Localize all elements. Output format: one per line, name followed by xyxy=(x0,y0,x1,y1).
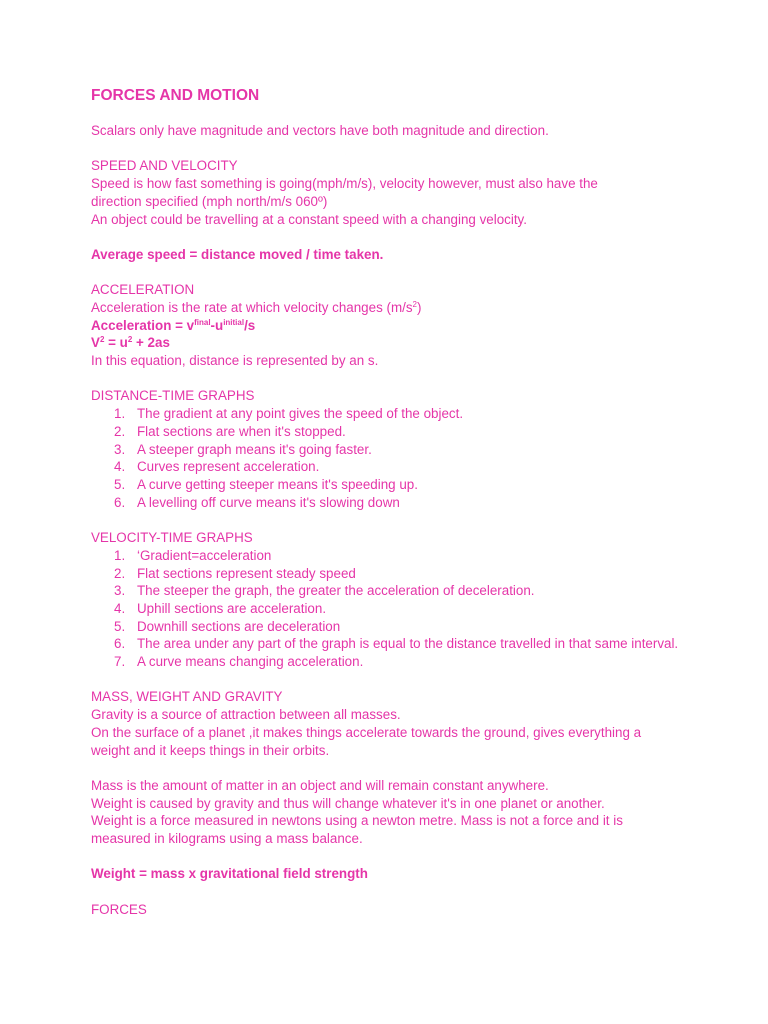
mass-text-2a: On the surface of a planet ,it makes things accelerate towards the ground, gives everything a xyxy=(91,724,642,740)
acceleration-formula: Acceleration = $v^{final}-u^{initial}/s$ xyxy=(91,317,256,333)
page-title: FORCES AND MOTION xyxy=(91,87,260,104)
acceleration-note: In this equation, distance is represented by an s. xyxy=(91,353,379,369)
spacer xyxy=(91,140,691,158)
average-speed-formula: Average speed = distance moved / time taken. xyxy=(91,246,384,262)
weight-formula: Weight = mass x gravitational field strength xyxy=(91,866,368,882)
spacer xyxy=(91,370,691,388)
intro-text: Scalars only have magnitude and vectors have both magnitude and direction. xyxy=(91,123,549,138)
acceleration-heading: ACCELERATION xyxy=(91,282,195,298)
spacer xyxy=(91,848,691,866)
spacer xyxy=(91,511,691,529)
speed-text-line1: Speed is how fast something is going(mph/m/s), velocity however, must also have the xyxy=(91,176,598,192)
velocity-squared-formula: $V^2 = u^2 + 2as$ xyxy=(91,335,170,351)
mass-text-5a: Weight is a force measured in newtons using a newton metre. Mass is not a force and it is xyxy=(91,813,623,829)
distance-time-list xyxy=(91,405,691,511)
speed-text-line2: direction specified (mph north/m/s 060º) xyxy=(91,193,328,209)
list-item: 3. A steeper graph means it's going faster. xyxy=(114,441,372,457)
velocity-time-heading: VELOCITY-TIME GRAPHS xyxy=(91,530,253,546)
list-item: 2. Flat sections represent steady speed xyxy=(114,565,356,581)
acceleration-definition: Acceleration is the rate at which velocity changes $(m/s^2)$ xyxy=(91,299,422,315)
list-item: 3. The steeper the graph, the greater the acceleration of deceleration. xyxy=(114,583,535,599)
list-item: 6. The area under any part of the graph is equal to the distance travelled in that same interval. xyxy=(114,636,679,652)
list-item: 4. Curves represent acceleration. xyxy=(114,459,320,475)
list-item: 4. Uphill sections are acceleration. xyxy=(114,600,327,616)
list-item: 7. A curve means changing acceleration. xyxy=(114,654,364,670)
distance-time-heading: DISTANCE-TIME GRAPHS xyxy=(91,388,255,404)
spacer xyxy=(91,671,691,689)
mass-text-3: Mass is the amount of matter in an object and will remain constant anywhere. xyxy=(91,777,549,793)
forces-heading: FORCES xyxy=(91,901,147,917)
list-item: 5. A curve getting steeper means it's speeding up. xyxy=(114,477,418,492)
mass-heading: MASS, WEIGHT AND GRAVITY xyxy=(91,689,283,705)
speed-text-line3: An object could be travelling at a constant speed with a changing velocity. xyxy=(91,211,527,227)
spacer xyxy=(91,883,691,901)
spacer xyxy=(91,759,691,777)
document-page xyxy=(91,86,691,919)
mass-text-5b: measured in kilograms using a mass balance. xyxy=(91,831,363,847)
spacer xyxy=(91,264,691,282)
list-item: 6. A levelling off curve means it's slowing down xyxy=(114,494,400,510)
velocity-time-list xyxy=(91,547,691,671)
spacer xyxy=(91,228,691,246)
mass-text-2b: weight and it keeps things in their orbits. xyxy=(91,742,330,758)
list-item: 1. ‘Gradient=acceleration xyxy=(114,547,272,563)
mass-text-1: Gravity is a source of attraction between all masses. xyxy=(91,707,401,723)
mass-text-4: Weight is caused by gravity and thus will change whatever it's in one planet or another. xyxy=(91,795,605,811)
speed-heading: SPEED AND VELOCITY xyxy=(91,158,238,174)
list-item: 1. The gradient at any point gives the speed of the object. xyxy=(114,406,464,422)
list-item: 2. Flat sections are when it's stopped. xyxy=(114,423,346,439)
list-item: 5. Downhill sections are deceleration xyxy=(114,618,341,634)
